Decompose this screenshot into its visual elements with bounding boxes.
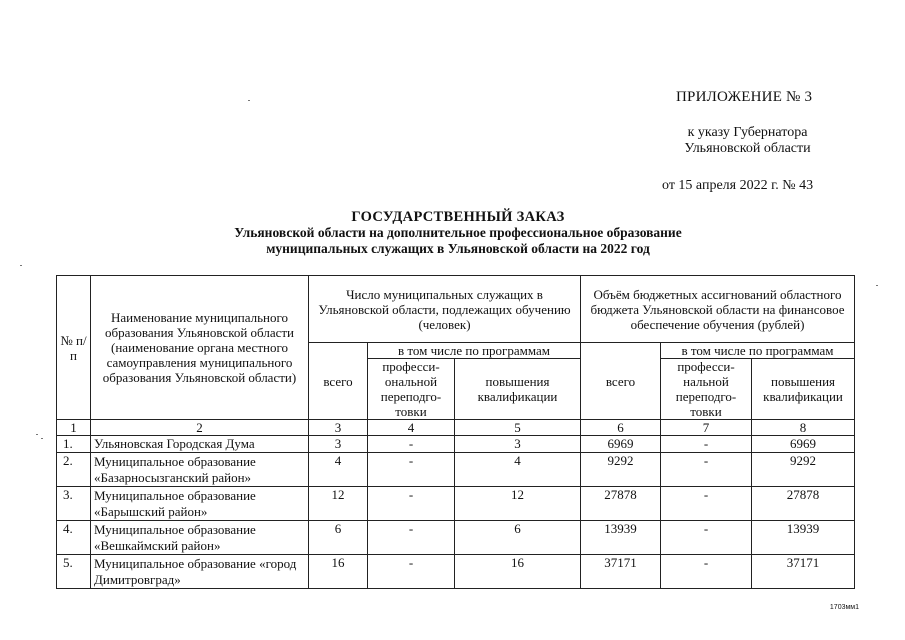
row-budget-retraining: - — [661, 453, 752, 487]
row-budget-retraining: - — [661, 521, 752, 555]
row-num: 1. — [57, 436, 91, 453]
row-budget-retraining: - — [661, 555, 752, 589]
header-employees-retraining: професси-ональной переподго-товки — [368, 359, 455, 420]
table-row — [57, 521, 855, 555]
row-total: 6 — [309, 521, 368, 555]
header-employees-including: в том числе по программам — [368, 343, 581, 359]
header-budget-including: в том числе по программам — [661, 343, 855, 359]
table-row — [57, 436, 855, 453]
scan-speck — [248, 100, 250, 101]
scan-speck — [36, 434, 38, 435]
header-budget-retraining: професси-нальной переподго-товки — [661, 359, 752, 420]
row-name: Муниципальное образование «Барышский район» — [91, 487, 309, 521]
row-budget-total: 27878 — [581, 487, 661, 521]
header-budget-advanced: повышения квалификации — [752, 359, 855, 420]
document-stamp: 1703мм1 — [829, 604, 859, 611]
column-number: 1 — [57, 420, 91, 436]
row-budget-retraining: - — [661, 436, 752, 453]
row-name: Муниципальное образование «город Димитровград» — [91, 555, 309, 589]
row-budget-advanced: 6969 — [752, 436, 855, 453]
row-budget-total: 6969 — [581, 436, 661, 453]
row-budget-advanced: 37171 — [752, 555, 855, 589]
title-line-2: Ульяновской области на дополнительное профессиональное образование — [234, 225, 682, 240]
row-retraining: - — [368, 487, 455, 521]
table-row — [57, 487, 855, 521]
header-budget-total: всего — [581, 343, 661, 420]
column-number: 3 — [309, 420, 368, 436]
decree-reference — [676, 125, 819, 157]
row-advanced: 16 — [455, 555, 581, 589]
row-retraining: - — [368, 436, 455, 453]
scan-speck — [876, 285, 878, 286]
decree-line-1: к указу Губернатора — [687, 125, 808, 140]
header-employees-total: всего — [309, 343, 368, 420]
row-name: Ульяновская Городская Дума — [91, 436, 309, 453]
row-budget-total: 37171 — [581, 555, 661, 589]
column-number: 6 — [581, 420, 661, 436]
row-retraining: - — [368, 453, 455, 487]
header-employees-advanced: повышения квалификации — [455, 359, 581, 420]
title-line-3: муниципальных служащих в Ульяновской области на 2022 год — [266, 241, 650, 256]
appendix-label: ПРИЛОЖЕНИЕ № 3 — [676, 89, 813, 105]
row-num: 2. — [57, 453, 91, 487]
table-row — [57, 453, 855, 487]
row-retraining: - — [368, 555, 455, 589]
title-main: ГОСУДАРСТВЕННЫЙ ЗАКАЗ — [351, 209, 565, 225]
row-num: 5. — [57, 555, 91, 589]
column-number: 2 — [91, 420, 309, 436]
row-total: 12 — [309, 487, 368, 521]
document-title — [160, 209, 756, 257]
row-name: Муниципальное образование «Базарносызганский район» — [91, 453, 309, 487]
column-number: 4 — [368, 420, 455, 436]
row-budget-advanced: 13939 — [752, 521, 855, 555]
row-total: 4 — [309, 453, 368, 487]
row-advanced: 12 — [455, 487, 581, 521]
header-row-1 — [57, 276, 855, 343]
header-employees-group: Число муниципальных служащих в Ульяновской области, подлежащих обучению (человек) — [309, 276, 581, 343]
row-budget-advanced: 9292 — [752, 453, 855, 487]
column-number: 8 — [752, 420, 855, 436]
row-budget-total: 9292 — [581, 453, 661, 487]
row-advanced: 6 — [455, 521, 581, 555]
column-number: 7 — [661, 420, 752, 436]
row-num: 3. — [57, 487, 91, 521]
decree-date: от 15 апреля 2022 г. № 43 — [662, 178, 814, 193]
row-name: Муниципальное образование «Вешкаймский район» — [91, 521, 309, 555]
row-advanced: 3 — [455, 436, 581, 453]
column-number-row — [57, 420, 855, 436]
row-num: 4. — [57, 521, 91, 555]
row-budget-retraining: - — [661, 487, 752, 521]
row-retraining: - — [368, 521, 455, 555]
row-total: 3 — [309, 436, 368, 453]
scan-speck — [41, 438, 43, 439]
header-name: Наименование муниципального образования Ульяновской области (наименование органа местного самоуправления муниципального образования Ульяновской области) — [91, 276, 309, 420]
scan-speck — [20, 265, 22, 266]
row-budget-total: 13939 — [581, 521, 661, 555]
decree-line-2: Ульяновской области — [684, 141, 811, 156]
row-budget-advanced: 27878 — [752, 487, 855, 521]
state-order-table — [56, 275, 855, 589]
row-total: 16 — [309, 555, 368, 589]
column-number: 5 — [455, 420, 581, 436]
header-budget-group: Объём бюджетных ассигнований областного бюджета Ульяновской области на финансовое обеспечение обучения (рублей) — [581, 276, 855, 343]
header-num: № п/п — [57, 276, 91, 420]
row-advanced: 4 — [455, 453, 581, 487]
table-row — [57, 555, 855, 589]
